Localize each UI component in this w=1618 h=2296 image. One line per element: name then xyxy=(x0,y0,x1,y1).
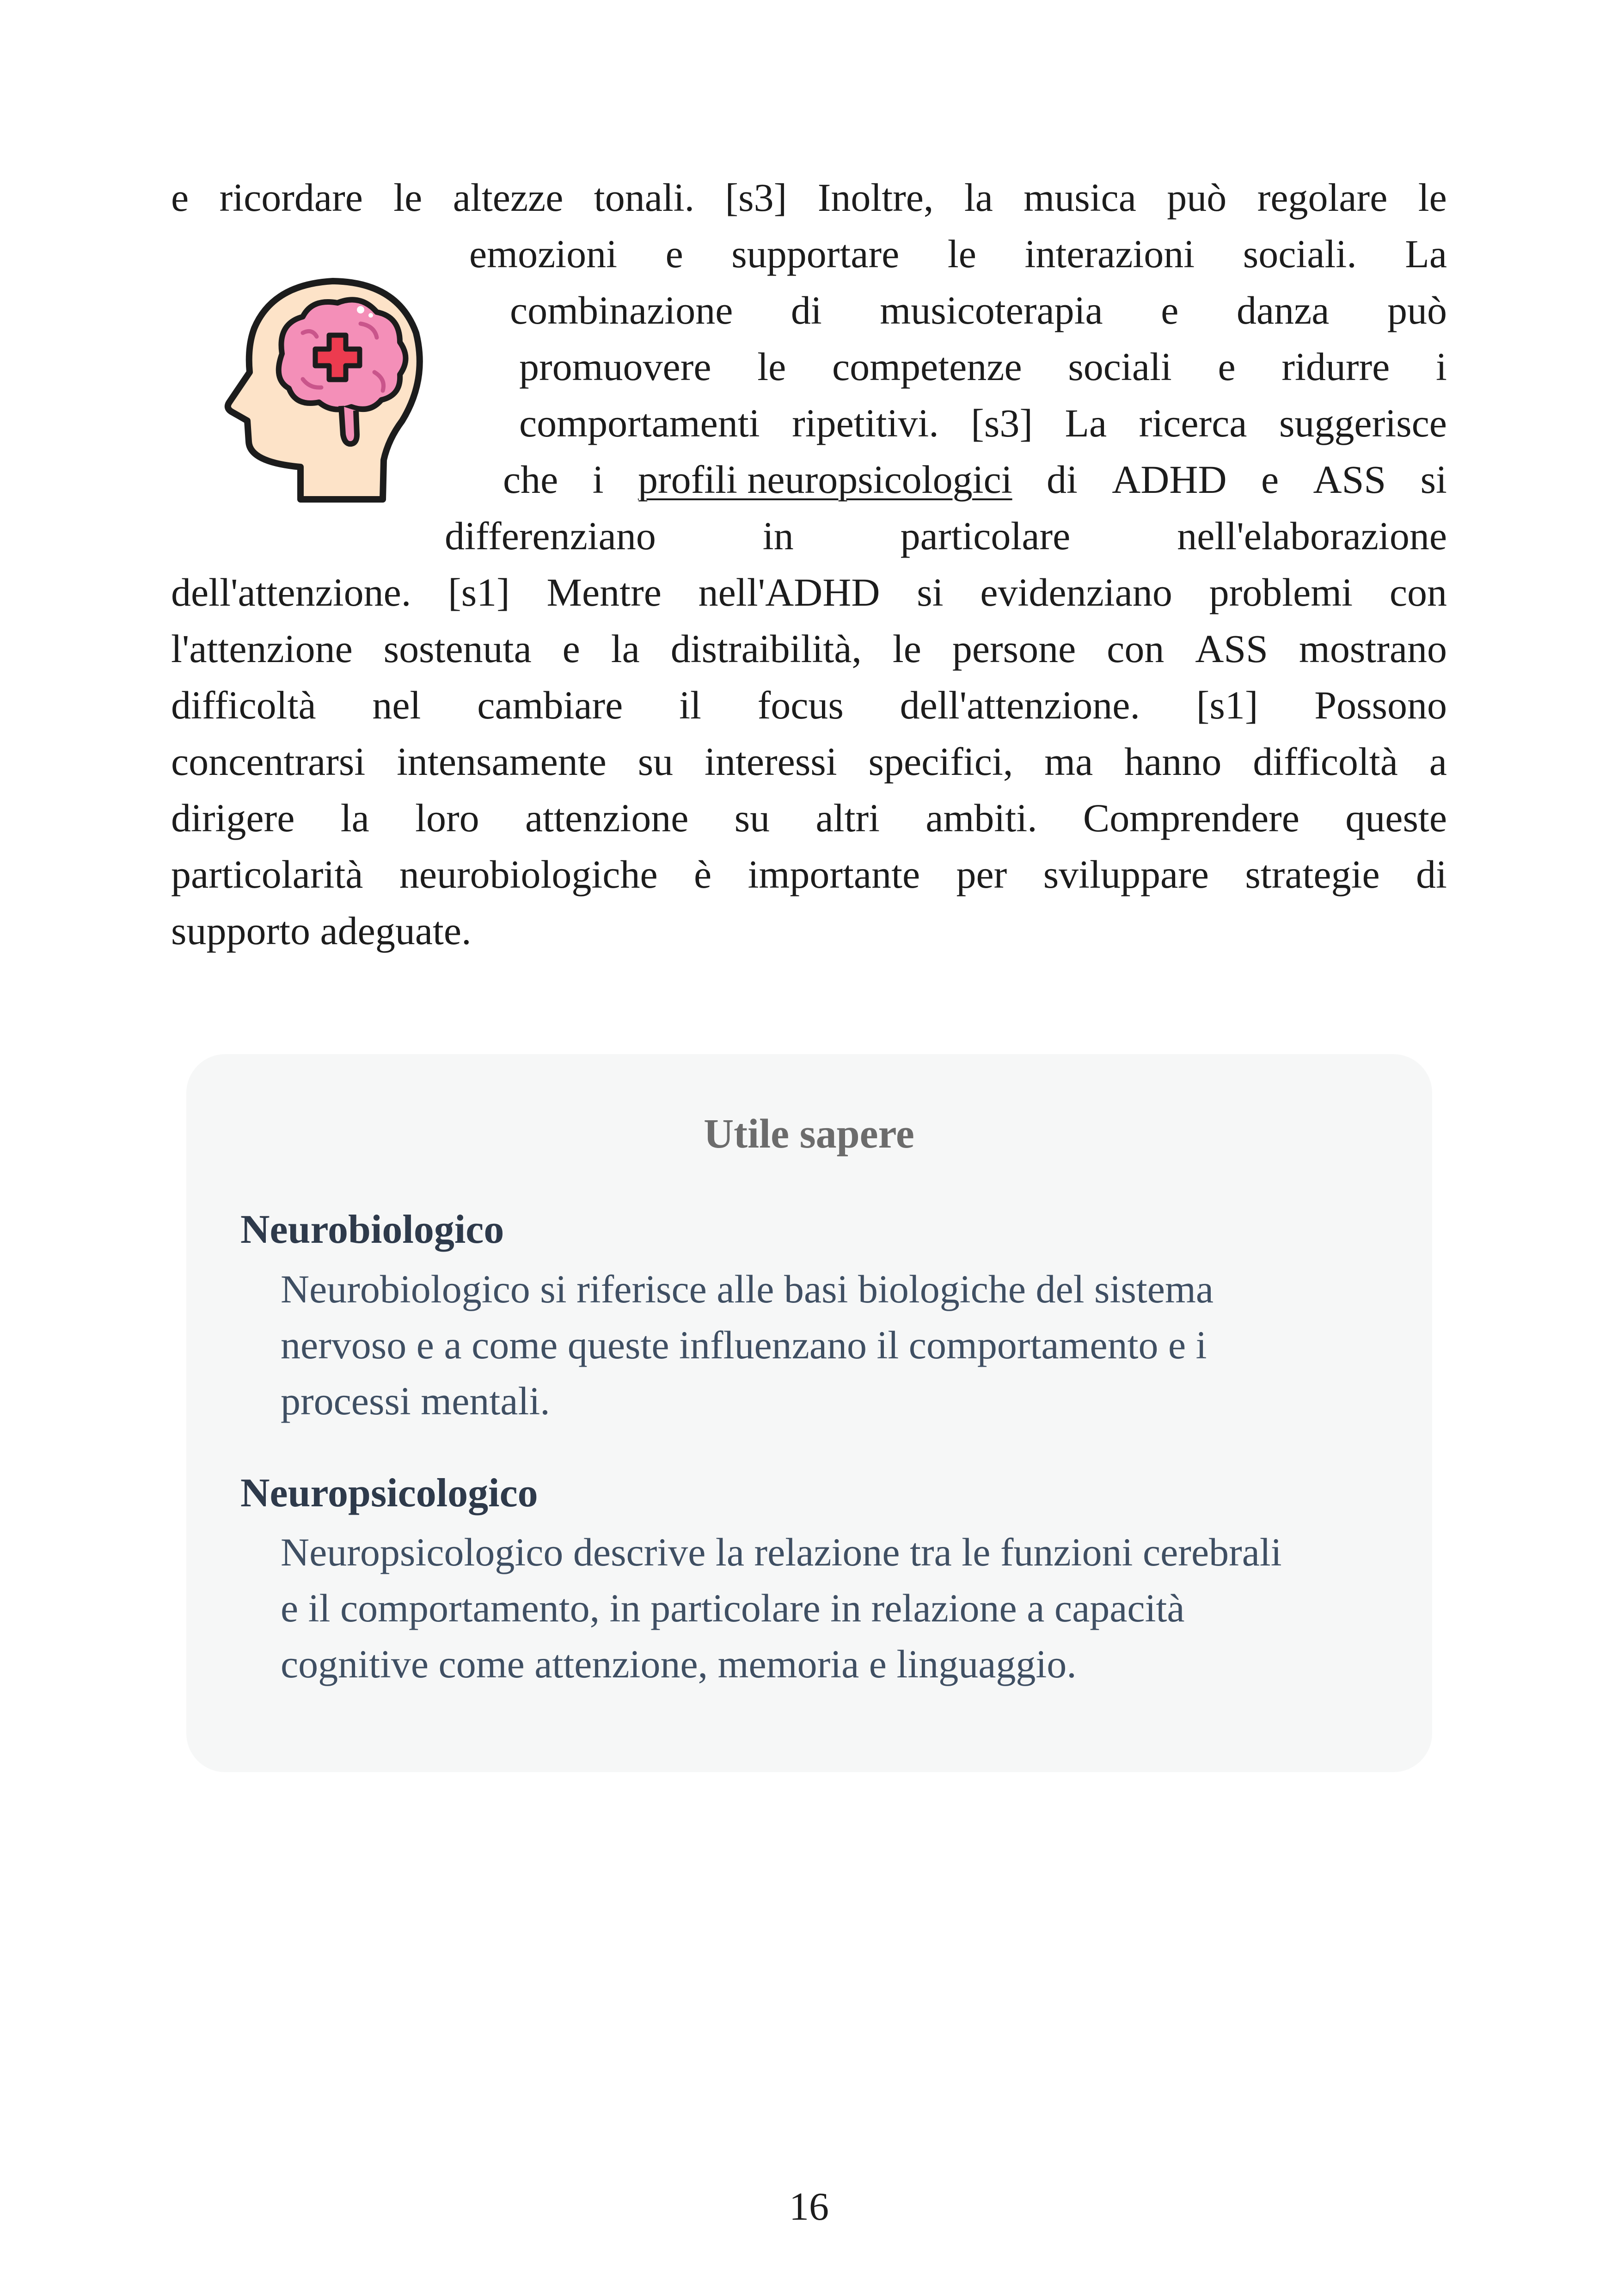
word: cambiare xyxy=(477,683,623,727)
word: le xyxy=(757,344,786,389)
word: di xyxy=(791,288,822,332)
word: importante xyxy=(748,852,920,896)
word: altezze xyxy=(453,175,564,220)
word: i xyxy=(1436,344,1447,389)
word: e xyxy=(1161,288,1179,332)
word: la xyxy=(964,175,993,220)
word: di xyxy=(1046,457,1078,502)
word: di xyxy=(1416,852,1447,896)
word: ambiti. xyxy=(925,796,1037,840)
body-line xyxy=(519,395,1447,451)
link-profili-neuropsicologici[interactable]: profili neuropsicologici xyxy=(637,457,1012,502)
word: supporto adeguate. xyxy=(171,909,472,953)
word: loro xyxy=(415,796,479,840)
definition-line: nervoso e a come queste influenzano il comportamento e i xyxy=(281,1323,1207,1367)
word: queste xyxy=(1345,796,1447,840)
word: in xyxy=(762,514,794,558)
body-line xyxy=(171,169,1447,226)
word: specifici, xyxy=(868,739,1013,784)
body-line xyxy=(171,620,1447,677)
word: distraibilità, xyxy=(670,626,862,671)
word: con xyxy=(1107,626,1164,671)
word: focus xyxy=(757,683,844,727)
word: ASS xyxy=(1195,626,1269,671)
word: nell'elaborazione xyxy=(1177,514,1447,558)
word: le xyxy=(947,232,976,276)
word: intensamente xyxy=(397,739,607,784)
word: emozioni xyxy=(469,232,618,276)
word: [s3] xyxy=(971,401,1033,445)
word: nell'ADHD xyxy=(698,570,880,614)
word: mostrano xyxy=(1299,626,1447,671)
word: nel xyxy=(372,683,421,727)
word: competenze xyxy=(832,344,1022,389)
word: particolare xyxy=(900,514,1071,558)
word: La xyxy=(1405,232,1447,276)
term-neuropsicologico: Neuropsicologico xyxy=(240,1471,538,1516)
body-line xyxy=(510,282,1447,338)
word: [s1] xyxy=(448,570,510,614)
word: e xyxy=(1261,457,1279,502)
definition-line: e il comportamento, in particolare in relazione a capacità xyxy=(281,1586,1185,1630)
word: Mentre xyxy=(546,570,662,614)
word: dell'attenzione. xyxy=(171,570,411,614)
info-box-title: Utile sapere xyxy=(704,1111,914,1157)
word: per xyxy=(956,852,1007,896)
word: sociali. xyxy=(1243,232,1357,276)
word: e xyxy=(562,626,580,671)
word: [s1] xyxy=(1196,683,1258,727)
word: ASS xyxy=(1313,457,1386,502)
word: concentrarsi xyxy=(171,739,366,784)
word: neurobiologiche xyxy=(399,852,658,896)
body-line xyxy=(171,846,1447,902)
word: strategie xyxy=(1245,852,1380,896)
word: difficoltà xyxy=(1253,739,1398,784)
word: si xyxy=(1420,457,1447,502)
word: la xyxy=(340,796,369,840)
body-line xyxy=(503,451,1447,508)
body-line xyxy=(519,338,1447,395)
word: musica xyxy=(1024,175,1136,220)
word: evidenziano xyxy=(980,570,1172,614)
word: dirigere xyxy=(171,796,295,840)
word: comportamenti xyxy=(519,401,760,445)
word: problemi xyxy=(1209,570,1353,614)
term-neurobiologico: Neurobiologico xyxy=(240,1207,504,1252)
word: ridurre xyxy=(1281,344,1390,389)
word: interazioni xyxy=(1024,232,1195,276)
word: musicoterapia xyxy=(880,288,1103,332)
word: promuovere xyxy=(519,344,711,389)
word: attenzione xyxy=(525,796,689,840)
word: l'attenzione xyxy=(171,626,353,671)
word: ricordare xyxy=(219,175,363,220)
word: [s3] xyxy=(725,175,787,220)
definition-line: Neuropsicologico descrive la relazione tra le funzioni cerebrali xyxy=(281,1530,1282,1574)
word: il xyxy=(679,683,701,727)
word: supportare xyxy=(731,232,900,276)
word: combinazione xyxy=(510,288,733,332)
definition-line: cognitive come attenzione, memoria e linguaggio. xyxy=(281,1642,1077,1686)
word: le xyxy=(892,626,921,671)
word: particolarità xyxy=(171,852,363,896)
word: la xyxy=(611,626,640,671)
head-with-brain-medical-cross-icon xyxy=(222,273,435,504)
word: con xyxy=(1389,570,1447,614)
word: può xyxy=(1387,288,1447,332)
word: Possono xyxy=(1314,683,1447,727)
word: le xyxy=(393,175,423,220)
word: sviluppare xyxy=(1043,852,1209,896)
word: ma xyxy=(1044,739,1093,784)
body-line xyxy=(469,226,1447,282)
word: e xyxy=(1218,344,1236,389)
body-line xyxy=(171,564,1447,620)
word: su xyxy=(734,796,770,840)
definition-line: Neurobiologico si riferisce alle basi biologiche del sistema xyxy=(281,1267,1214,1311)
word: ricerca xyxy=(1139,401,1247,445)
body-line xyxy=(171,790,1447,846)
word: hanno xyxy=(1124,739,1222,784)
word: a xyxy=(1429,739,1447,784)
word: sociali xyxy=(1068,344,1172,389)
definition-line: processi mentali. xyxy=(281,1379,550,1423)
word: e xyxy=(171,175,189,220)
word: può xyxy=(1167,175,1227,220)
body-line xyxy=(445,508,1447,564)
word: ADHD xyxy=(1112,457,1227,502)
word: che xyxy=(503,457,558,502)
word: suggerisce xyxy=(1279,401,1447,445)
word: è xyxy=(694,852,712,896)
word: i xyxy=(592,457,604,502)
page-number: 16 xyxy=(789,2184,829,2228)
body-line xyxy=(171,677,1447,733)
word: La xyxy=(1065,401,1107,445)
word: regolare xyxy=(1257,175,1388,220)
word: e xyxy=(665,232,683,276)
word: altri xyxy=(815,796,880,840)
word: Comprendere xyxy=(1083,796,1299,840)
word: danza xyxy=(1236,288,1330,332)
word: dell'attenzione. xyxy=(900,683,1140,727)
word: difficoltà xyxy=(171,683,316,727)
word: ripetitivi. xyxy=(792,401,939,445)
word: su xyxy=(637,739,674,784)
word: interessi xyxy=(705,739,837,784)
body-line xyxy=(171,902,1447,959)
word: differenziano xyxy=(445,514,656,558)
word: tonali. xyxy=(594,175,695,220)
word: Inoltre, xyxy=(817,175,934,220)
body-line xyxy=(171,733,1447,790)
word: le xyxy=(1418,175,1447,220)
word: si xyxy=(917,570,944,614)
word: sostenuta xyxy=(383,626,532,671)
word: persone xyxy=(952,626,1076,671)
